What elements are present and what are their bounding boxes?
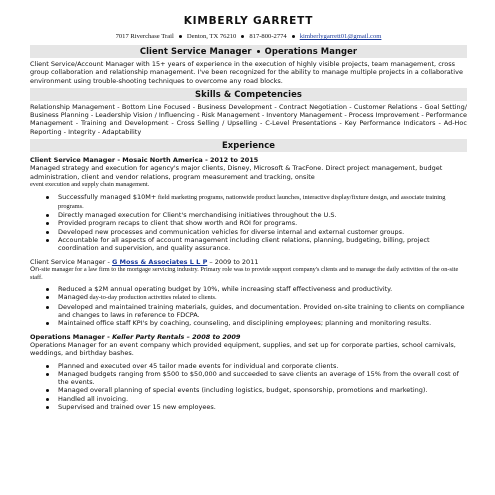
list-item: Maintained office staff KPI's by coaching, counseling, and disciplining employees; planning and monitoring results. <box>58 319 467 327</box>
list-item: Developed new processes and communication vehicles for diverse internal and external customer groups. <box>58 228 467 236</box>
list-item-text: field marketing programs, nationwide product launches, interactive display/fixture design, and associate training programs. <box>58 193 446 210</box>
skills-paragraph: Relationship Management - Bottom Line Focused - Business Development - Contract Negotiation - Customer Relations - Goal Setting/ Business Planning - Leadership Vision / Influencing - Risk Management - Inventory Management - Process Improvement - Performance Management - Training and Development - Cross Selling / Upselling - C-Level Presentations - Key Performance Indicators - Ad-Hoc Reporting - Integrity - Adaptability <box>30 102 467 136</box>
job1-title-text: Client Service Manager - Mosaic North America - 2012 to 2015 <box>30 156 259 165</box>
list-item: Managed overall planning of special events (including logistics, budget, sponsorship, promotions and marketing). <box>58 386 467 394</box>
job1-description: Managed strategy and execution for agency's major clients, Disney, Microsoft & TracFone. Direct project management, budget administration, client and vendor relations, program measurement and tracking, onsite <box>30 164 443 181</box>
headline-left: Client Service Manager <box>139 46 252 56</box>
job1-title <box>30 156 467 164</box>
resume-name: KIMBERLY GARRETT <box>183 15 314 27</box>
job2-company-link[interactable]: G Moss & Associates L L P <box>111 257 208 266</box>
job3-title <box>30 333 467 341</box>
bullet-separator <box>292 35 295 38</box>
list-item: Handled all invoicing. <box>58 395 467 403</box>
job1-bullets <box>30 193 467 253</box>
list-item <box>58 293 467 302</box>
contact-email-link[interactable]: kimberlygarrett01@gmail.com <box>299 33 382 40</box>
skills-heading: Skills & Competencies <box>30 88 467 101</box>
job2-description <box>30 266 467 281</box>
list-item-text: Managed <box>58 293 88 302</box>
job3-role: Operations Manager - <box>30 332 113 341</box>
bullet-separator <box>241 35 244 38</box>
job2-dates: – 2009 to 2011 <box>207 257 259 266</box>
contact-phone: 817-800-2774 <box>249 33 287 40</box>
job2-role: Client Service Manager - <box>30 257 112 266</box>
list-item-text: day-to-day production activities related to clients. <box>87 294 217 302</box>
summary-paragraph: Client Service/Account Manager with 15+ years of experience in the execution of highly visible projects, team management, cross group collaboration and relationship management. I've been recognized for the ability to manage multiple projects in a collaborative environment using trouble-shooting techniques to overcome any road blocks. <box>30 60 463 85</box>
list-item: Directly managed execution for Client's merchandising initiatives throughout the U.S. <box>58 211 467 219</box>
list-item: Developed and maintained training materials, guides, and documentation. Provided on-site training to clients on compliance and changes to laws in reference to FDCPA. <box>58 303 467 320</box>
headline-right: Operations Manger <box>264 46 358 56</box>
job2-description-a: On <box>30 264 40 273</box>
list-item: Provided program recaps to client that show worth and ROI for programs. <box>58 219 467 227</box>
job3-description: Operations Manager for an event company which provided equipment, supplies, and set up for corporate parties, school carnivals, weddings, and birthday bashes. <box>30 340 456 358</box>
contact-line <box>30 31 467 42</box>
job3-bullets <box>30 362 467 412</box>
job2-description-b: -site manager for a law firm to the mortgage servicing industry. Primary role was to provide support company's clients and to manage the daily activities of the on-site staff. <box>30 265 459 281</box>
headline-band <box>30 45 467 58</box>
list-item: Reduced a $2M annual operating budget by 10%, while increasing staff effectiveness and productivity. <box>58 285 467 293</box>
experience-heading: Experience <box>30 139 467 152</box>
job3-company: Keller Party Rentals – 2008 to 2009 <box>112 332 241 341</box>
contact-city: Denton, TX 76210 <box>186 33 237 40</box>
list-item: Supervised and trained over 15 new employees. <box>58 403 467 411</box>
bullet-separator <box>257 50 260 53</box>
list-item: Accountable for all aspects of account management including client relations, planning, budgeting, billing, project coordination and supervision, and quality assurance. <box>58 236 467 253</box>
list-item: Planned and executed over 45 tailor made events for individual and corporate clients. <box>58 362 467 370</box>
job2-title <box>30 258 467 266</box>
contact-address: 7017 Riverchase Trail <box>115 33 174 40</box>
job1-description-tail: event execution and supply chain management. <box>30 180 150 188</box>
list-item <box>58 193 467 212</box>
bullet-separator <box>179 35 182 38</box>
list-item: Managed budgets ranging from $500 to $50,000 and succeeded to save clients an average of 15% from the overall cost of the events. <box>58 370 467 387</box>
list-item-text: Successfully managed $10M+ <box>58 192 157 201</box>
job2-bullets <box>30 285 467 327</box>
